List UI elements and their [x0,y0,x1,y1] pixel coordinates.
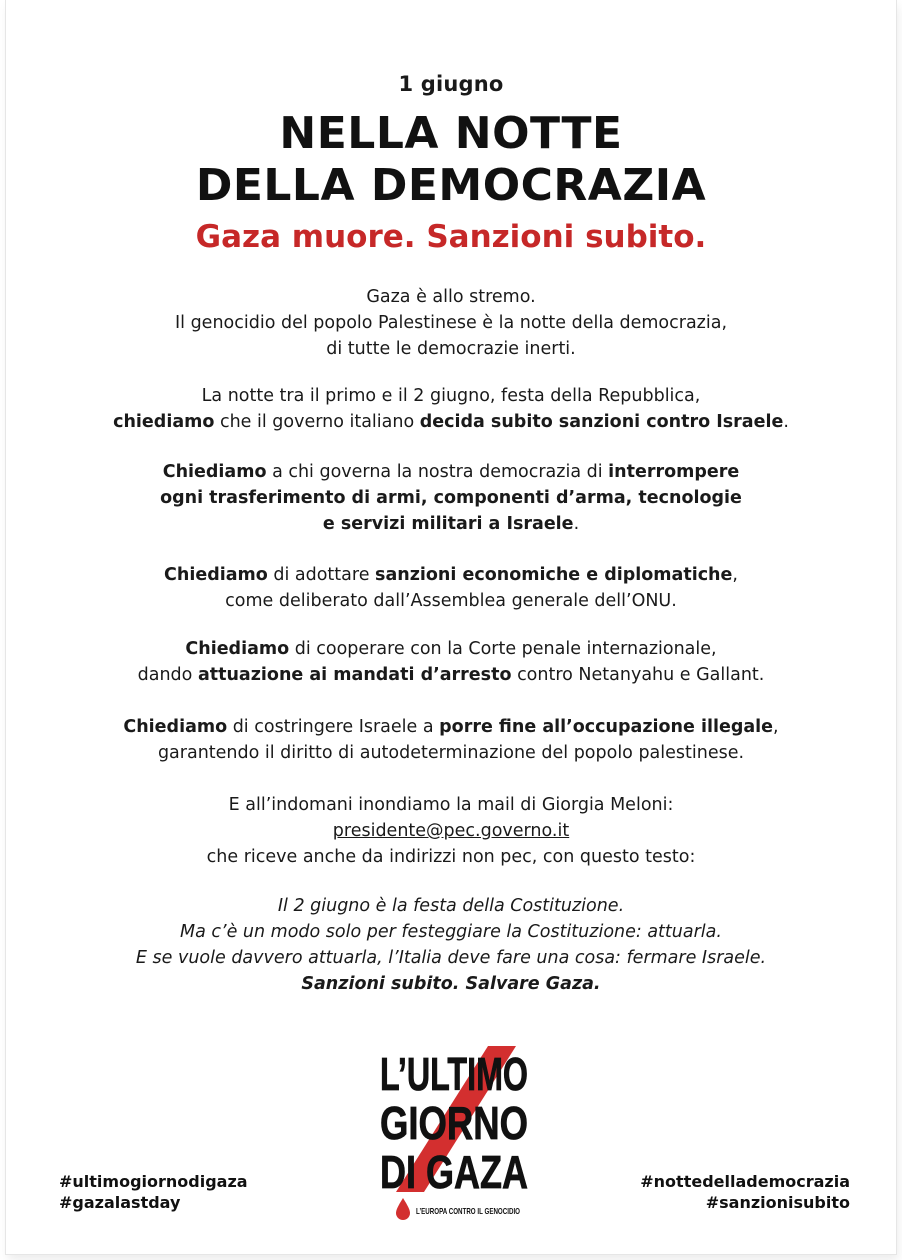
logo-line-2: GIORNO [380,1097,528,1149]
bold-text: Chiediamo [185,639,290,659]
text-line: garantendo il diritto di autodeterminazione del popolo palestinese. [157,743,745,763]
text-line: La notte tra il primo e il 2 giugno, festa della Repubblica, [201,386,701,406]
paragraph-intro [0,284,902,362]
text-line: Ma c’è un modo solo per festeggiare la Costituzione: attuarla. [180,922,722,942]
email-link[interactable]: presidente@pec.governo.it [332,821,570,841]
bold-text: ogni trasferimento di armi, componenti d’arma, tecnologie [160,488,742,508]
bold-text: interrompere [608,462,740,482]
paragraph-economic-sanctions [0,562,902,614]
paragraph-occupation [0,714,902,766]
text-line: Gaza è allo stremo. [366,287,536,307]
logo-tagline: L’EUROPA CONTRO IL GENOCIDIO [416,1206,521,1216]
text-line [0,409,902,435]
text-line [0,562,902,588]
hashtags-right [640,1171,850,1213]
hashtag: #ultimogiornodigaza [59,1172,248,1191]
text-line: Il 2 giugno è la festa della Costituzione. [277,896,625,916]
text: contro Netanyahu e Gallant. [511,665,765,685]
text: . [573,514,580,534]
text: . [783,412,789,432]
headline-line-1: NELLA NOTTE [279,108,623,159]
bold-text: porre fine all’occupazione illegale [439,717,774,737]
text-line [0,662,902,688]
text: , [732,565,738,585]
date-label: 1 giugno [398,72,504,96]
text-line [0,511,902,537]
text-line [0,485,902,511]
text: , [773,717,779,737]
text: di costringere Israele a [227,717,440,737]
text: di cooperare con la Corte penale internazionale, [289,639,717,659]
paragraph-sanctions-request [0,383,902,435]
bold-text: chiediamo [113,412,215,432]
text-line: E all’indomani inondiamo la mail di Giorgia Meloni: [228,795,674,815]
text-line: che riceve anche da indirizzi non pec, con questo testo: [206,847,696,867]
paragraph-email-text [0,893,902,997]
text-line: Sanzioni subito. Salvare Gaza. [301,974,601,994]
text-line: come deliberato dall’Assemblea generale dell’ONU. [225,591,677,611]
bold-text: sanzioni economiche e diplomatiche [375,565,733,585]
logo-line-1: L’ULTIMO [380,1048,528,1100]
text-line [0,818,902,844]
text: di adottare [267,565,376,585]
paragraph-icc [0,636,902,688]
text: che il governo italiano [214,412,420,432]
headline-line-2: DELLA DEMOCRAZIA [195,160,707,211]
campaign-logo [378,1042,530,1224]
paragraph-arms-transfer [0,459,902,537]
text-line: E se vuole davvero attuarla, l’Italia deve fare una cosa: fermare Israele. [135,948,767,968]
text-line [0,459,902,485]
bold-text: Chiediamo [164,565,268,585]
bold-text: attuazione ai mandati d’arresto [197,665,512,685]
bold-text: Chiediamo [123,717,228,737]
blood-drop-icon [396,1198,410,1220]
hashtag: #sanzionisubito [705,1193,850,1212]
hashtag: #gazalastday [59,1193,181,1212]
text-line [0,714,902,740]
bold-text: Chiediamo [162,462,267,482]
text-line: di tutte le democrazie inerti. [326,339,576,359]
hashtag: #nottedellademocrazia [640,1172,850,1191]
text-line: Il genocidio del popolo Palestinese è la notte della democrazia, [174,313,728,333]
paragraph-email-call [0,792,902,870]
subtitle: Gaza muore. Sanzioni subito. [195,219,707,255]
logo-line-3: DI GAZA [380,1146,528,1198]
text: a chi governa la nostra democrazia di [266,462,609,482]
hashtags-left [59,1171,248,1213]
text: dando [137,665,198,685]
bold-text: e servizi militari a Israele [322,514,574,534]
bold-text: decida subito sanzioni contro Israele [419,412,784,432]
text-line [0,636,902,662]
